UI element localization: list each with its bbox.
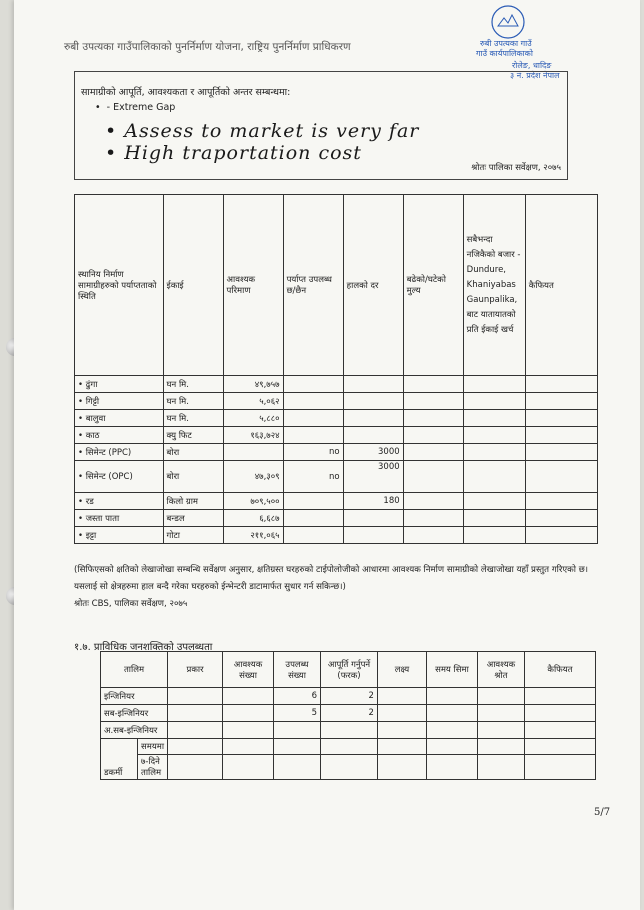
col-header: आवश्यक संख्या [223,652,274,688]
footnote-text: (सिफिएसको क्षतिको लेखाजोखा सम्बन्धि सर्वेक्षण अनुसार, क्षतिग्रस्त घरहरुको टाईपोलोजीको आधारमा आवश्यक निर्माण सामाग्रीको लेखाजोखा यहाँ प्रस्तुत गरिएको छ। यसलाई सो क्षेत्रहरुमा हाल बन्दै गरेका घरहरुको ईन्भेन्टरी डाटामार्फत सुधार गर्न सकिन्छ।) [74,565,588,592]
col-header: कैफियत [525,195,597,376]
manpower-table [100,651,596,780]
col-header: समय सिमा [426,652,477,688]
page-header: रुबी उपत्यका गाउँपालिकाको पुनर्निर्माण योजना, राष्ट्रिय पुनर्निर्माण प्राधिकरण [64,41,351,53]
handwritten-line-2: • High traportation cost [105,142,362,164]
dakarmi-sub-1: समयमा [137,739,167,755]
col-header: हालको दर [343,195,403,376]
footnote-source: श्रोतः CBS, पालिका सर्वेक्षण, २०७५ [74,599,188,609]
table-row: • जस्ता पाता बन्डल ६,६८७ [75,510,598,527]
table-row: • बालुवा घन मि. ५,८८० [75,410,598,427]
table-row [101,755,596,780]
col-header: आपूर्ति गर्नुपर्ने (फरक) [320,652,377,688]
col-header: आवश्यक श्रोत [477,652,524,688]
svg-text:रुबी उपत्यका गाउँ: रुबी उपत्यका गाउँ [480,39,532,48]
col-header: बढेको/घटेको मुल्य [403,195,463,376]
table-row: इन्जिनियर 6 2 [101,688,596,705]
dakarmi-sub-2: ७-दिने तालिम [137,755,167,780]
dakarmi-label: डकर्मी [101,739,138,780]
table-row: • काठ क्यु फिट १६३,७२४ [75,427,598,444]
supply-title: सामाग्रीको आपूर्ति, आवश्यकता र आपूर्तिको अन्तर सम्बन्धमा: [81,87,291,98]
svg-text:रोलेङ, धादिङ: रोलेङ, धादिङ [512,61,552,70]
svg-text:गाउँ कार्यपालिकाको: गाउँ कार्यपालिकाको [476,49,533,58]
supply-source: श्रोतः पालिका सर्वेक्षण, २०७५ [471,163,561,173]
supply-bullet-text: - Extreme Gap [106,102,176,113]
page-number: 5/7 [594,807,611,818]
materials-table [74,194,598,544]
table-row: अ.सब-इन्जिनियर [101,722,596,739]
col-header: लक्ष्य [377,652,426,688]
table-row: • ढुंगा घन मि. ४९,७५७ [75,376,598,393]
materials-header-row [75,195,598,376]
table-row: • सिमेन्ट (PPC) बोरा no 3000 [75,444,598,461]
manpower-header-row [101,652,596,688]
handwritten-line-1: • Assess to market is very far [105,120,420,142]
table-row: सब-इन्जिनियर 5 2 [101,705,596,722]
col-header: सबैभन्दा नजिकैको बजार - Dundure, Khaniyabas Gaunpalika, बाट यातायातको प्रति ईकाई खर्च [463,195,525,376]
section-title: १.७. प्राविधिक जनशक्तिको उपलब्धता [74,642,213,653]
col-header: कैफियत [524,652,595,688]
table-row: • गिट्टी घन मि. ५,०६२ [75,393,598,410]
col-header: पर्याप्त उपलब्ध छ/छैन [283,195,343,376]
col-header: उपलब्ध संख्या [274,652,321,688]
supply-bullet: • - Extreme Gap [95,102,176,113]
svg-text:३ नं. प्रदेश नेपाल: ३ नं. प्रदेश नेपाल [510,71,560,80]
footnote [74,562,594,613]
col-header: ईकाई [163,195,223,376]
table-row: • रड किलो ग्राम ७०९,५०० 180 [75,493,598,510]
supply-gap-box [74,71,568,180]
col-header: आवश्यक परिमाण [223,195,283,376]
table-row [101,739,596,755]
table-row: • सिमेन्ट (OPC) बोरा ४७,३०९ no 3000 [75,461,598,493]
col-header: तालिम [101,652,168,688]
col-header: स्थानिय निर्माण सामाग्रीहरुको पर्याप्तताको स्थिति [75,195,164,376]
document-page [14,0,640,910]
table-row: • इट्टा गोटा २११,०६५ [75,527,598,544]
col-header: प्रकार [168,652,223,688]
